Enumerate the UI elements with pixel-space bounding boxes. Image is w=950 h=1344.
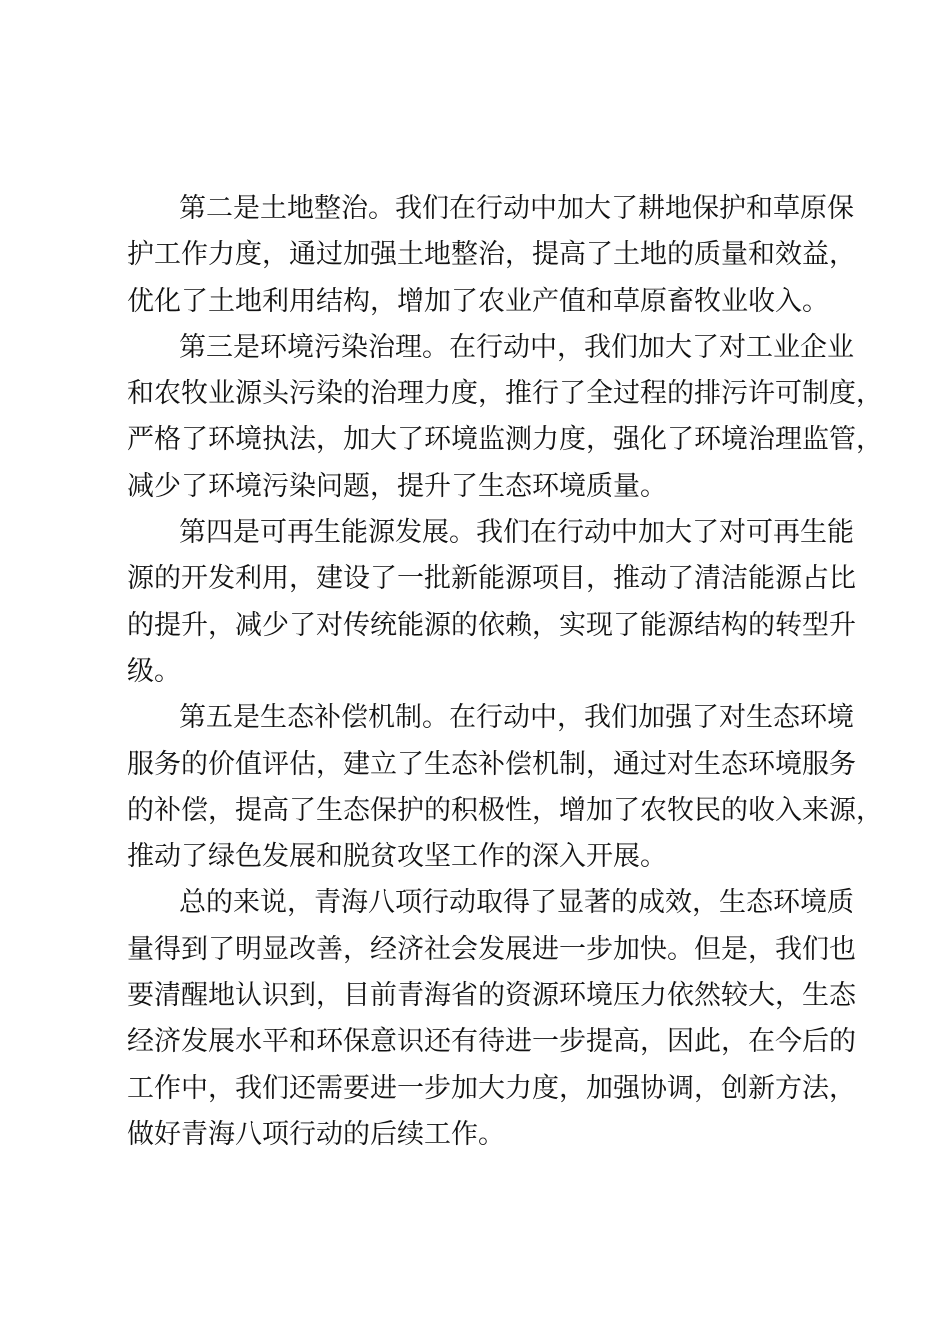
paragraph-renewable-energy [127,510,856,695]
text-line: 严格了环境执法，加大了环境监测力度，强化了环境治理监管， [127,424,883,456]
text-line: 级。 [127,655,181,687]
text-line: 要清醒地认识到，目前青海省的资源环境压力依然较大，生态 [127,980,856,1012]
paragraph-land-remediation [127,186,856,325]
text-line: 工作中，我们还需要进一步加大力度，加强协调，创新方法， [127,1072,856,1104]
document-body [127,186,883,1158]
text-line: 经济发展水平和环保意识还有待进一步提高，因此，在今后的 [127,1026,856,1058]
text-line: 源的开发利用，建设了一批新能源项目，推动了清洁能源占比 [127,563,856,595]
text-line: 服务的价值评估，建立了生态补偿机制，通过对生态环境服务 [127,748,856,780]
text-line: 护工作力度，通过加强土地整治，提高了土地的质量和效益， [127,239,856,271]
text-line: 第五是生态补偿机制。在行动中，我们加强了对生态环境 [179,702,854,734]
text-line: 推动了绿色发展和脱贫攻坚工作的深入开展。 [127,841,667,873]
paragraph-pollution-control [127,325,883,510]
text-line: 第二是土地整治。我们在行动中加大了耕地保护和草原保 [179,193,854,224]
text-line: 第四是可再生能源发展。我们在行动中加大了对可再生能 [179,517,854,549]
text-line: 的提升，减少了对传统能源的依赖，实现了能源结构的转型升 [127,609,856,641]
text-line: 优化了土地利用结构，增加了农业产值和草原畜牧业收入。 [127,285,829,317]
text-line: 和农牧业源头污染的治理力度，推行了全过程的排污许可制度， [127,378,883,410]
paragraph-summary [127,880,856,1158]
text-line: 总的来说，青海八项行动取得了显著的成效，生态环境质 [179,887,854,919]
text-line: 减少了环境污染问题，提升了生态环境质量。 [127,470,667,502]
text-line: 做好青海八项行动的后续工作。 [127,1118,505,1150]
text-line: 第三是环境污染治理。在行动中，我们加大了对工业企业 [179,331,854,363]
text-line: 量得到了明显改善，经济社会发展进一步加快。但是，我们也 [127,933,856,965]
text-line: 的补偿，提高了生态保护的积极性，增加了农牧民的收入来源， [127,794,883,826]
paragraph-eco-compensation [127,695,883,880]
